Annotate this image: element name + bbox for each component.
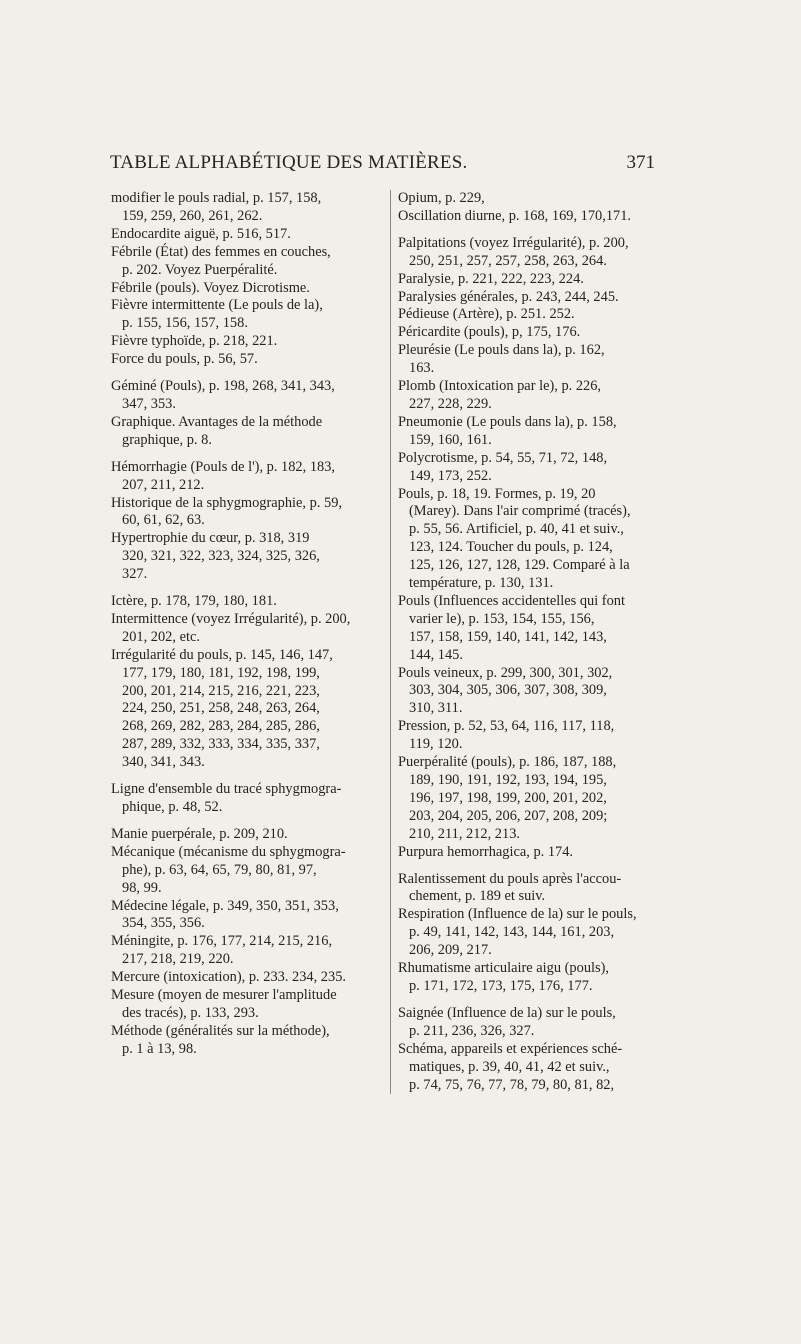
index-entry: Fébrile (pouls). Voyez Dicrotisme.: [111, 279, 310, 296]
index-entry: Polycrotisme, p. 54, 55, 71, 72, 148, 149, 173, 252.: [398, 449, 608, 484]
index-entry: Schéma, appareils et expériences sché- matiques, p. 39, 40, 41, 42 et suiv., p. 74, 75, 76, 77, 78, 79, 80, 81, 82,: [398, 1040, 623, 1093]
index-entry: Historique de la sphygmographie, p. 59, 60, 61, 62, 63.: [111, 494, 343, 529]
index-entry: Opium, p. 229,: [398, 190, 485, 206]
index-entry: Pouls (Influences accidentelles qui font varier le), p. 153, 154, 155, 156, 157, 158, 159, 140, 141, 142, 143, 144, 145.: [398, 592, 625, 663]
index-entry: Purpura hemorrhagica, p. 174.: [398, 843, 574, 860]
index-entry: Fièvre typhoïde, p. 218, 221.: [111, 333, 278, 350]
index-entry: Paralysies générales, p. 243, 244, 245.: [398, 288, 619, 305]
index-entry: Pression, p. 52, 53, 64, 116, 117, 118, 119, 120.: [398, 718, 615, 753]
index-entry: Méningite, p. 176, 177, 214, 215, 216, 217, 218, 219, 220.: [111, 933, 333, 968]
index-entry: Pédieuse (Artère), p. 251. 252.: [398, 306, 575, 323]
index-entry: Ictère, p. 178, 179, 180, 181.: [111, 593, 277, 610]
index-entry: Paralysie, p. 221, 222, 223, 224.: [398, 270, 584, 287]
page-number: 371: [626, 152, 655, 173]
index-entry: Pneumonie (Le pouls dans la), p. 158, 159, 160, 161.: [398, 413, 617, 448]
index-entry: Pouls veineux, p. 299, 300, 301, 302, 303, 304, 305, 306, 307, 308, 309, 310, 311.: [398, 664, 613, 717]
index-entry: Fièvre intermittente (Le pouls de la), p. 155, 156, 157, 158.: [111, 297, 323, 332]
index-entry: Mesure (moyen de mesurer l'amplitude des tracés), p. 133, 293.: [111, 987, 337, 1021]
index-column-right: [390, 190, 666, 1094]
index-entry: Ligne d'ensemble du tracé sphygmogra- phique, p. 48, 52.: [111, 781, 342, 815]
index-entry: Palpitations (voyez Irrégularité), p. 200, 250, 251, 257, 257, 258, 263, 264.: [398, 234, 629, 269]
index-entry: Plomb (Intoxication par le), p. 226, 227, 228, 229.: [398, 378, 602, 412]
index-entry: Hémorrhagie (Pouls de l'), p. 182, 183, 207, 211, 212.: [111, 458, 336, 493]
index-entry: Pleurésie (Le pouls dans la), p. 162, 163.: [398, 342, 605, 377]
index-entry: Force du pouls, p. 56, 57.: [111, 351, 258, 368]
index-entry: Mercure (intoxication), p. 233. 234, 235.: [111, 969, 346, 986]
index-entry: Méthode (généralités sur la méthode), p. 1 à 13, 98.: [111, 1022, 330, 1057]
index-entry: modifier le pouls radial, p. 157, 158, 159, 259, 260, 261, 262.: [111, 190, 322, 224]
index-entry: Graphique. Avantages de la méthode graphique, p. 8.: [111, 413, 323, 448]
index-entry: Saignée (Influence de la) sur le pouls, p. 211, 236, 326, 327.: [398, 1004, 616, 1039]
running-head: [110, 152, 655, 178]
index-entry: Irrégularité du pouls, p. 145, 146, 147, 177, 179, 180, 181, 192, 198, 199, 200, 201, 214, 215, 216, 221, 223, 224, 250, 251, 258, 248, 263, 264, 268, 269, 282, 283, 284, 285, 286, 287, 289, 332, 333, 334, 335, 337, 340, 341, 343.: [111, 646, 333, 771]
page-title: TABLE ALPHABÉTIQUE DES MATIÈRES.: [110, 152, 468, 173]
index-entry: Manie puerpérale, p. 209, 210.: [111, 825, 288, 842]
index-entry: Fébrile (État) des femmes en couches, p. 202. Voyez Puerpéralité.: [111, 243, 331, 278]
index-entry: Endocardite aiguë, p. 516, 517.: [111, 225, 291, 242]
index-entry: Puerpéralité (pouls), p. 186, 187, 188, 189, 190, 191, 192, 193, 194, 195, 196, 197, 198, 199, 200, 201, 202, 203, 204, 205, 206, 207, 208, 209; 210, 211, 212, 213.: [398, 754, 617, 842]
index-entry: Rhumatisme articulaire aigu (pouls), p. 171, 172, 173, 175, 176, 177.: [398, 960, 610, 994]
index-entry: Médecine légale, p. 349, 350, 351, 353, 354, 355, 356.: [111, 897, 339, 932]
index-entry: Respiration (Influence de la) sur le pouls, p. 49, 141, 142, 143, 144, 161, 203, 206, 209, 217.: [398, 906, 637, 959]
index-entry: Géminé (Pouls), p. 198, 268, 341, 343, 347, 353.: [111, 378, 335, 412]
index-entry: Ralentissement du pouls après l'accou- chement, p. 189 et suiv.: [398, 870, 622, 905]
index-entry: Hypertrophie du cœur, p. 318, 319 320, 321, 322, 323, 324, 325, 326, 327.: [111, 530, 320, 583]
index-entry: Oscillation diurne, p. 168, 169, 170,171.: [398, 207, 632, 224]
index-column-left: [111, 190, 374, 1059]
index-entry: Intermittence (voyez Irrégularité), p. 200, 201, 202, etc.: [111, 610, 351, 645]
index-entry: Pouls, p. 18, 19. Formes, p. 19, 20 (Marey). Dans l'air comprimé (tracés), p. 55, 56. Artificiel, p. 40, 41 et suiv., 123, 124. Toucher du pouls, p. 124, 125, 126, 127, 128, 129. Comparé à la température, p. 130, 131.: [398, 485, 631, 592]
index-entry: Mécanique (mécanisme du sphygmogra- phe), p. 63, 64, 65, 79, 80, 81, 97, 98, 99.: [111, 843, 346, 896]
index-entry: Péricardite (pouls), p, 175, 176.: [398, 324, 581, 341]
